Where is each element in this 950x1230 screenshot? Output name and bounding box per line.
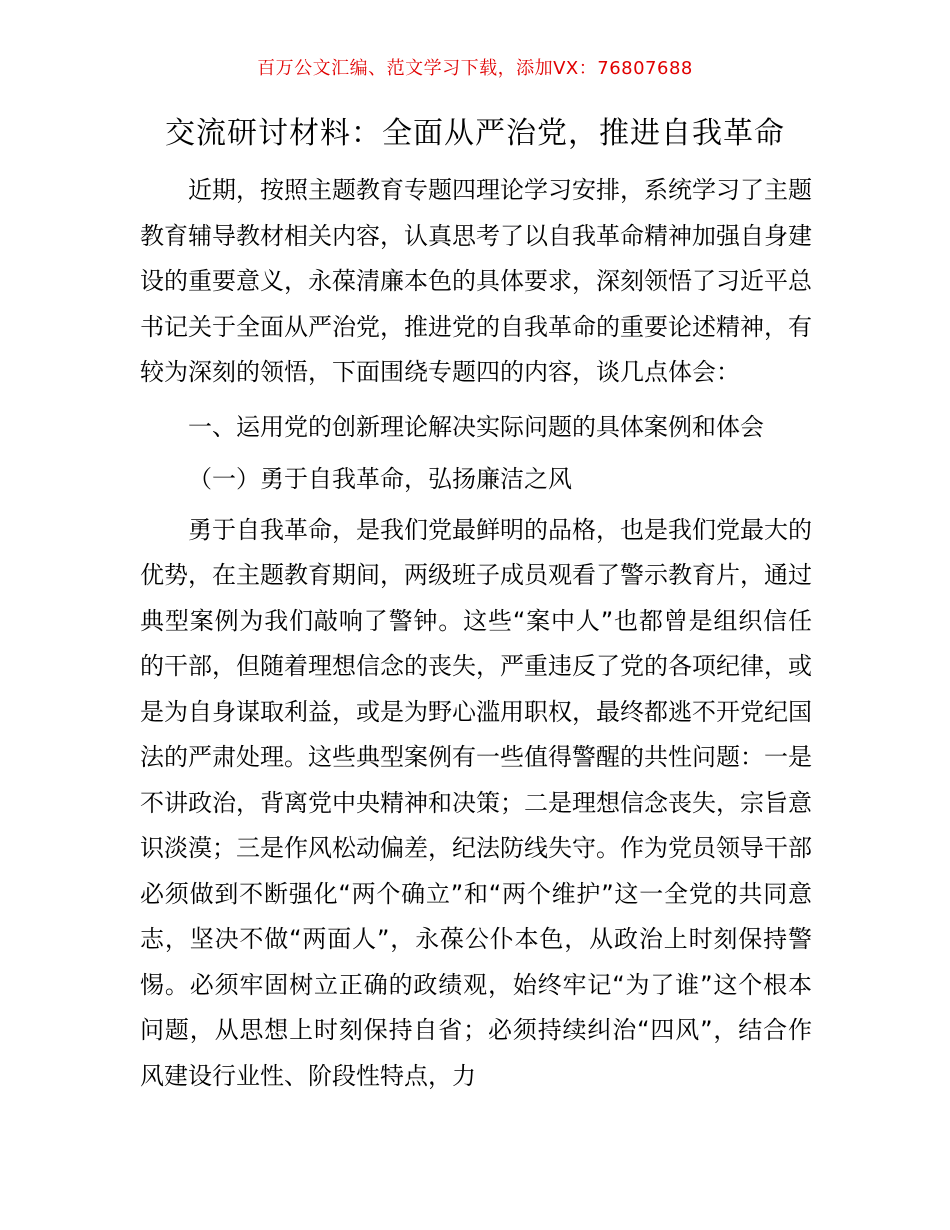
section-heading: 一、运用党的创新理论解决实际问题的具体案例和体会	[188, 412, 764, 441]
body-paragraph: 勇于自我革命，是我们党最鲜明的品格，也是我们党最大的优势，在主题教育期间，两级班子成员观看了警示教育片，通过典型案例为我们敲响了警钟。这些“案中人”也都曾是组织信任的干部，但随着理想信念的丧失，严重违反了党的各项纪律，或是为自身谋取利益，或是为野心滥用职权，最终都逃不开党纪国法的严肃处理。这些典型案例有一些值得警醒的共性问题：一是不讲政治，背离党中央精神和决策；二是理想信念丧失，宗旨意识淡漠；三是作风松动偏差，纪法防线失守。作为党员领导干部必须做到不断强化“两个确立”和“两个维护”这一全党的共同意志，坚决不做“两面人”，永葆公仆本色，从政治上时刻保持警惕。必须牢固树立正确的政绩观，始终牢记“为了谁”这个根本问题，从思想上时刻保持自省；必须持续纠治“四风”，结合作风建设行业性、阶段性特点，力	[140, 515, 812, 1090]
intro-paragraph: 近期，按照主题教育专题四理论学习安排，系统学习了主题教育辅导教材相关内容，认真思考了以自我革命精神加强自身建设的重要意义，永葆清廉本色的具体要求，深刻领悟了习近平总书记关于全面从严治党，推进党的自我革命的重要论述精神，有较为深刻的领悟，下面围绕专题四的内容，谈几点体会：	[140, 176, 812, 386]
watermark-banner: 百万公文汇编、范文学习下载，添加VX：76807688	[257, 58, 693, 79]
document-body	[140, 168, 812, 1099]
subsection-heading: （一）勇于自我革命，弘扬廉洁之风	[188, 464, 572, 493]
document-title: 交流研讨材料：全面从严治党，推进自我革命	[165, 116, 785, 151]
